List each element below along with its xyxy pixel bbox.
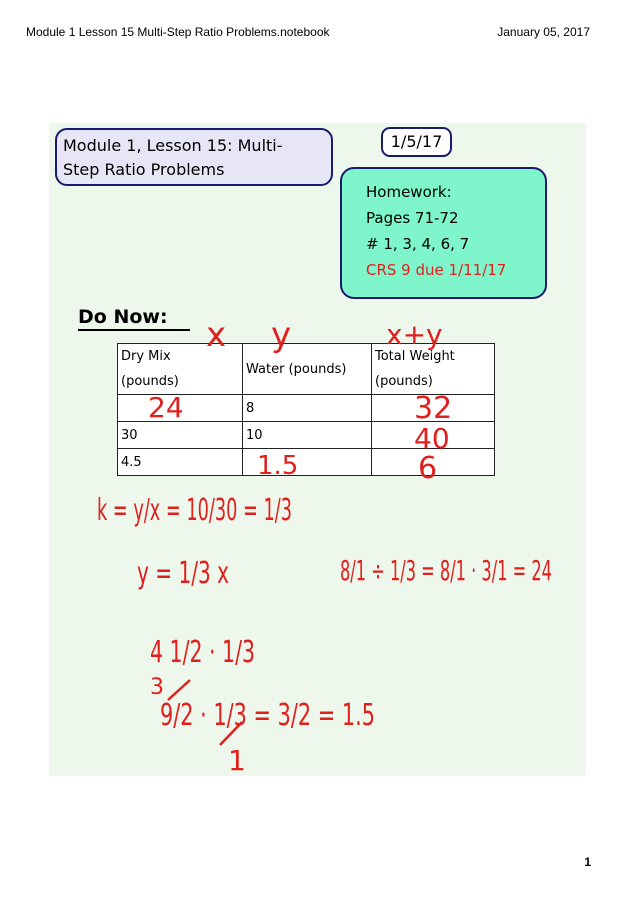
hw-fraction-equation: 9/2 · 1/3 = 3/2 = 1.5 <box>160 698 375 733</box>
cell-r1-c2: 8 <box>243 395 372 422</box>
lesson-title-line1: Module 1, Lesson 15: Multi- <box>63 136 283 155</box>
cell-r2-c2: 10 <box>243 422 372 449</box>
homework-crs: CRS 9 due 1/11/17 <box>366 261 507 279</box>
notebook-file-title: Module 1 Lesson 15 Multi-Step Ratio Problems.notebook <box>26 25 330 39</box>
hw-cancel-bottom: 1 <box>228 744 246 777</box>
lesson-title-line2: Step Ratio Problems <box>63 160 225 179</box>
header-dry-mix-l1: Dry Mix <box>121 349 171 364</box>
hw-r3-water: 1.5 <box>257 451 299 481</box>
hw-cancel-stroke-2 <box>168 680 190 700</box>
hw-r2-total: 40 <box>414 422 450 455</box>
homework-problems: # 1, 3, 4, 6, 7 <box>366 235 470 253</box>
notebook-date: January 05, 2017 <box>497 25 590 39</box>
homework-pages: Pages 71-72 <box>366 209 459 227</box>
header-total-l1: Total Weight <box>375 349 455 364</box>
hw-div-equation: 8/1 ÷ 1/3 = 8/1 · 3/1 = 24 <box>340 554 552 587</box>
header-water: Water (pounds) <box>243 344 372 395</box>
header-total-l2: (pounds) <box>375 374 433 389</box>
cell-r2-c1: 30 <box>118 422 243 449</box>
hw-col-sum: x+y <box>386 318 443 351</box>
hw-r3-total: 6 <box>418 451 438 486</box>
hw-col-x: x <box>206 315 227 355</box>
hw-mixed-number: 4 1/2 · 1/3 <box>150 635 255 670</box>
hw-k-equation <box>97 493 292 528</box>
do-now-heading: Do Now: <box>78 306 168 328</box>
header-dry-mix-l2: (pounds) <box>121 374 179 389</box>
hw-cancel-top: 3 <box>150 675 164 700</box>
cell-r3-c1: 4.5 <box>118 449 243 476</box>
hw-r1-total: 32 <box>414 391 453 426</box>
hw-k-eq-text: k = y/x = 10/30 = 1/3 <box>97 493 292 528</box>
page-number: 1 <box>584 855 591 869</box>
hw-col-y: y <box>271 315 292 355</box>
homework-heading: Homework: <box>366 183 452 201</box>
date-box: 1/5/17 <box>381 127 452 157</box>
hw-r1-dry: 24 <box>148 391 184 424</box>
hw-y-equation: y = 1/3 x <box>137 556 229 591</box>
